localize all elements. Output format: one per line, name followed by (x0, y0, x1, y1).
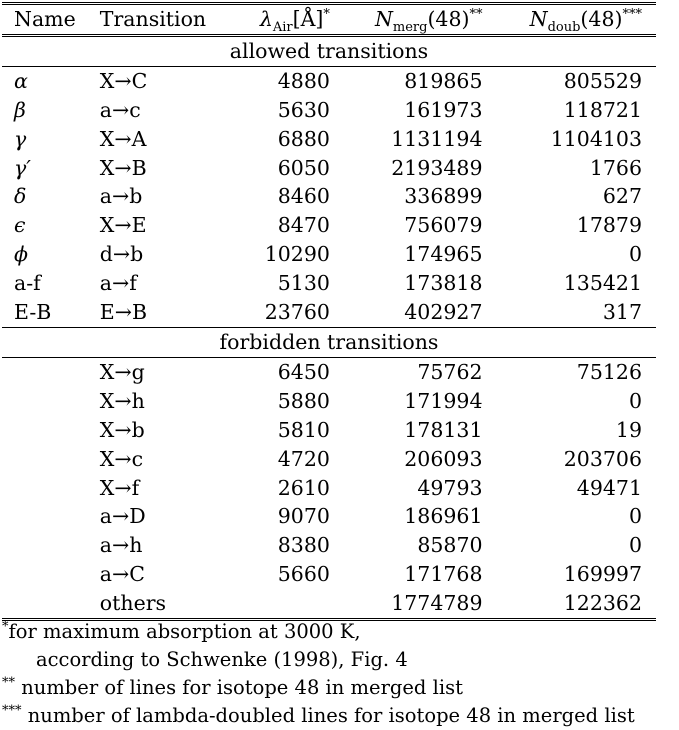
section-title: forbidden transitions (2, 327, 656, 357)
cell-n-merg: 178131 (404, 417, 483, 442)
doub-argument: (48) (580, 7, 623, 31)
cell-n-doub: 17879 (576, 213, 642, 238)
cell-transition: a→f (99, 271, 137, 296)
cell-lambda: 6880 (277, 126, 330, 151)
header-transition: Transition (99, 7, 207, 31)
cell-n-merg: 336899 (404, 184, 483, 209)
cell-lambda: 8470 (277, 213, 330, 238)
cell-n-merg: 756079 (404, 213, 483, 238)
cell-n-merg: 206093 (404, 446, 483, 471)
header-lambda (219, 4, 338, 36)
footnote-2 (2, 674, 679, 702)
footnote-3 (2, 702, 679, 730)
footnote-1-mark: * (2, 619, 9, 635)
footnotes (2, 618, 679, 730)
cell-lambda: 5810 (277, 417, 330, 442)
cell-lambda: 4720 (277, 446, 330, 471)
header-row (2, 4, 656, 36)
cell-n-doub: 203706 (563, 446, 642, 471)
merg-footnote-mark: ** (469, 7, 483, 23)
table-row (2, 357, 656, 386)
cell-n-merg: 171768 (404, 562, 483, 587)
cell-n-doub: 0 (628, 533, 642, 558)
cell-n-merg: 2193489 (391, 155, 483, 180)
table-row (2, 240, 656, 269)
cell-n-doub: 0 (628, 242, 642, 267)
cell-transition: X→b (99, 417, 145, 442)
merg-subscript: merg (392, 20, 428, 36)
cell-n-merg: 161973 (404, 97, 483, 122)
header-name: Name (14, 7, 76, 31)
doub-footnote-mark: *** (622, 7, 642, 23)
cell-n-doub: 122362 (563, 591, 642, 616)
cell-name (2, 502, 100, 531)
cell-n-doub: 1104103 (550, 126, 642, 151)
merg-symbol: N (374, 7, 393, 31)
cell-name (2, 589, 100, 619)
cell-name: γ′ (14, 155, 31, 180)
table-row (2, 154, 656, 183)
cell-transition: a→c (99, 97, 141, 122)
cell-lambda: 4880 (219, 66, 338, 95)
footnote-3-text: number of lambda-doubled lines for isotope 48 in merged list (21, 704, 635, 727)
cell-name (2, 474, 100, 503)
table-row (2, 387, 656, 416)
cell-n-doub: 1766 (589, 155, 642, 180)
cell-lambda: 23760 (264, 300, 330, 325)
cell-n-merg: 1774789 (391, 591, 483, 616)
cell-lambda: 5880 (277, 388, 330, 413)
table-row (2, 416, 656, 445)
table-row (2, 502, 656, 531)
section-header-row (2, 327, 656, 357)
cell-lambda: 2610 (277, 475, 330, 500)
cell-name: a-f (14, 271, 41, 296)
doub-symbol: N (529, 7, 548, 31)
cell-n-doub: 135421 (563, 271, 642, 296)
lambda-symbol: λ (259, 7, 273, 31)
cell-n-merg: 819865 (338, 66, 491, 95)
cell-n-doub: 0 (628, 388, 642, 413)
cell-name: β (14, 97, 26, 122)
cell-transition: X→c (99, 446, 144, 471)
cell-transition: E→B (99, 300, 148, 325)
cell-name (2, 445, 100, 474)
table-row (2, 125, 656, 154)
table-row (2, 182, 656, 211)
cell-lambda: 6050 (277, 155, 330, 180)
header-n-doub (491, 4, 656, 36)
cell-lambda: 6450 (219, 357, 338, 386)
footnote-1-line-1: for maximum absorption at 3000 K, (8, 620, 361, 643)
lambda-unit: [Å] (292, 7, 324, 31)
table-row (2, 298, 656, 327)
cell-name: ϵ (14, 213, 26, 238)
cell-lambda: 8460 (277, 184, 330, 209)
cell-n-merg: 85870 (417, 533, 483, 558)
cell-transition: X→A (99, 126, 147, 151)
cell-n-doub: 118721 (563, 97, 642, 122)
footnote-1 (2, 618, 679, 646)
cell-lambda (219, 589, 338, 619)
cell-transition: others (99, 591, 167, 616)
cell-transition: a→b (99, 184, 143, 209)
cell-n-merg: 186961 (404, 504, 483, 529)
transitions-table (2, 2, 656, 621)
cell-n-doub: 169997 (563, 562, 642, 587)
cell-name (2, 531, 100, 560)
cell-lambda: 10290 (264, 242, 330, 267)
footnote-1-continued (2, 646, 679, 674)
cell-n-doub: 317 (602, 300, 642, 325)
table-row (2, 474, 656, 503)
cell-name: ϕ (14, 242, 28, 267)
cell-name: E-B (14, 300, 52, 325)
cell-lambda: 9070 (277, 504, 330, 529)
cell-n-doub: 49471 (576, 475, 642, 500)
doub-subscript: doub (547, 20, 581, 36)
cell-transition: X→E (99, 213, 147, 238)
table-row (2, 66, 656, 95)
cell-n-doub: 627 (602, 184, 642, 209)
cell-name: γ (14, 126, 27, 151)
cell-transition: d→b (99, 242, 144, 267)
cell-n-doub: 19 (615, 417, 642, 442)
footnote-2-mark: ** (2, 675, 15, 691)
cell-lambda: 5660 (277, 562, 330, 587)
cell-lambda: 8380 (277, 533, 330, 558)
cell-n-merg: 49793 (417, 475, 483, 500)
footnote-3-mark: *** (2, 703, 22, 719)
cell-name: α (2, 66, 100, 95)
cell-transition: a→D (99, 504, 146, 529)
cell-transition: X→B (99, 155, 147, 180)
table-row (2, 211, 656, 240)
cell-n-merg: 1131194 (391, 126, 483, 151)
cell-name (2, 416, 100, 445)
cell-name: δ (14, 184, 27, 209)
cell-n-doub: 0 (628, 504, 642, 529)
cell-n-merg: 402927 (404, 300, 483, 325)
cell-transition: X→g (100, 357, 219, 386)
cell-transition: X→f (99, 475, 140, 500)
table-row (2, 96, 656, 125)
footnote-2-text: number of lines for isotope 48 in merged list (15, 676, 463, 699)
table-row (2, 445, 656, 474)
table-row (2, 589, 656, 619)
cell-n-merg: 174965 (404, 242, 483, 267)
table-row (2, 531, 656, 560)
cell-lambda: 5630 (277, 97, 330, 122)
cell-n-doub: 805529 (491, 66, 656, 95)
cell-n-merg: 171994 (404, 388, 483, 413)
cell-n-doub: 75126 (491, 357, 656, 386)
footnote-1-line-2: according to Schwenke (1998), Fig. 4 (36, 648, 408, 671)
cell-name (2, 560, 100, 589)
cell-transition: a→C (99, 562, 145, 587)
table-row (2, 560, 656, 589)
cell-name (2, 357, 100, 386)
lambda-subscript: Air (272, 20, 293, 36)
cell-transition: X→C (100, 66, 219, 95)
table-row (2, 269, 656, 298)
cell-n-merg: 75762 (338, 357, 491, 386)
cell-transition: X→h (99, 388, 145, 413)
lambda-footnote-mark: * (323, 7, 330, 23)
header-n-merg (338, 4, 491, 36)
merg-argument: (48) (427, 7, 470, 31)
cell-lambda: 5130 (277, 271, 330, 296)
cell-n-merg: 173818 (404, 271, 483, 296)
cell-name (2, 387, 100, 416)
cell-transition: a→h (99, 533, 143, 558)
section-title: allowed transitions (229, 38, 429, 63)
section-header-row (2, 35, 656, 66)
